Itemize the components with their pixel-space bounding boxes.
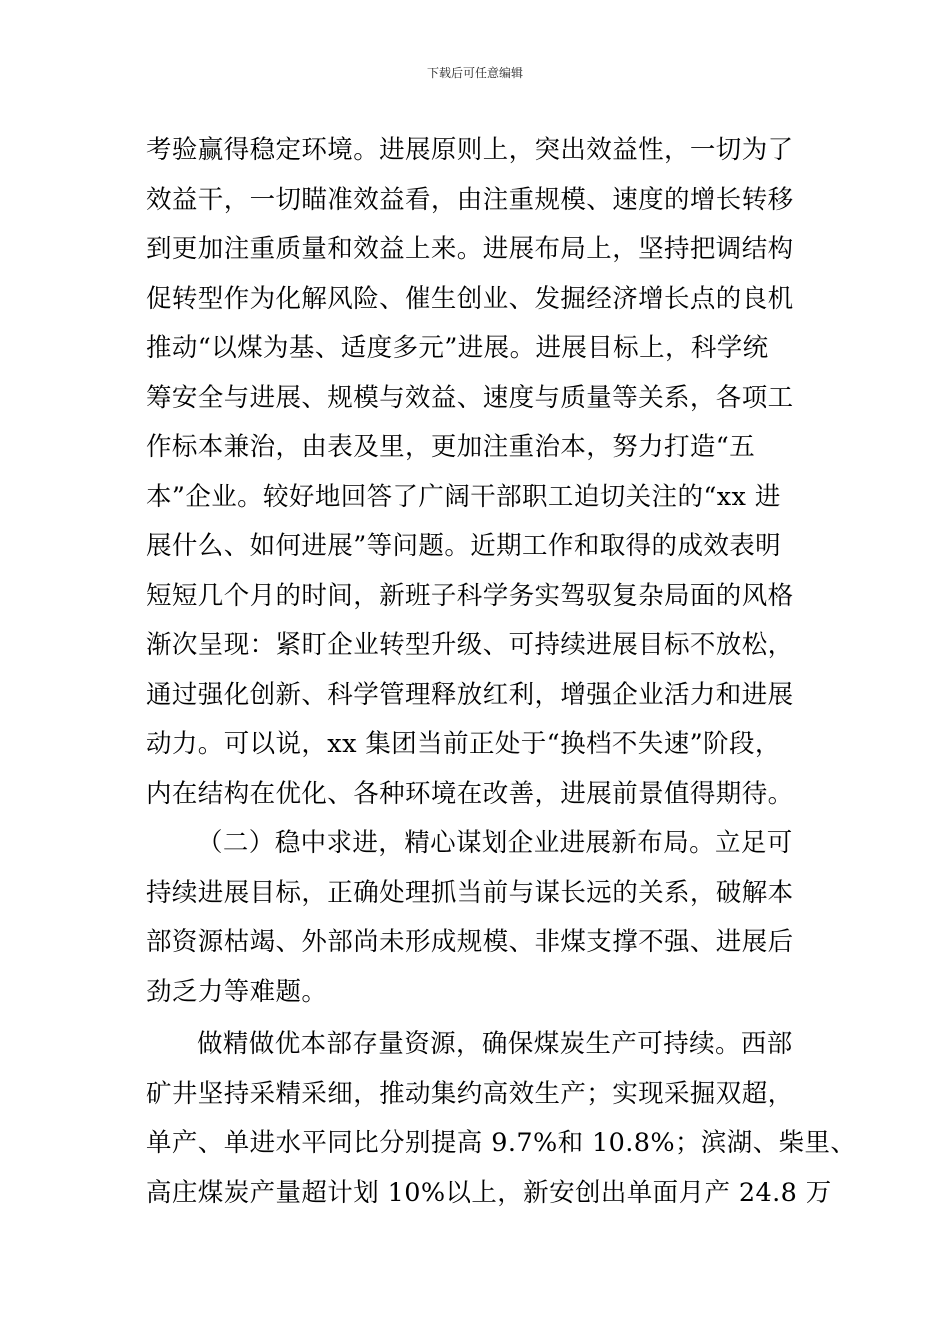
text-line: 考验赢得稳定环境。进展原则上，突出效益性，一切为了 xyxy=(146,135,794,165)
text-line: 渐次呈现：紧盯企业转型升级、可持续进展目标不放松， xyxy=(146,630,794,660)
text-line: 高庄煤炭产量超计划 10%以上，新安创出单面月产 24.8 万 xyxy=(146,1177,832,1208)
text-line: 本”企业。较好地回答了广阔干部职工迫切关注的“xx 进 xyxy=(146,481,781,512)
text-line: 部资源枯竭、外部尚未形成规模、非煤支撑不强、进展后 xyxy=(146,927,794,957)
text-line: 通过强化创新、科学管理释放红利，增强企业活力和进展 xyxy=(146,679,794,710)
text-line: 推动“以煤为基、适度多元”进展。进展目标上，科学统 xyxy=(146,333,769,363)
text-line: 做精做优本部存量资源，确保煤炭生产可持续。西部 xyxy=(197,1029,793,1059)
section-heading-line: （二）稳中求进，精心谋划企业进展新布局。立足可 xyxy=(197,828,793,858)
text-line: 动力。可以说，xx 集团当前正处于“换档不失速”阶段， xyxy=(146,729,781,759)
text-line: 单产、单进水平同比分别提高 9.7%和 10.8%；滨湖、柴里、 xyxy=(146,1128,857,1158)
text-line: 内在结构在优化、各种环境在改善，进展前景值得期待。 xyxy=(146,778,794,809)
text-line: 作标本兼治，由表及里，更加注重治本，努力打造“五 xyxy=(146,432,756,462)
document-body xyxy=(146,126,857,1218)
page-header: 下载后可任意编辑 xyxy=(426,66,523,80)
text-line: 持续进展目标，正确处理抓当前与谋长远的关系，破解本 xyxy=(146,877,794,908)
text-line: 到更加注重质量和效益上来。进展布局上，坚持把调结构 xyxy=(146,234,794,264)
text-line: 矿井坚持采精采细，推动集约高效生产；实现采掘双超， xyxy=(146,1078,794,1109)
text-line: 短短几个月的时间，新班子科学务实驾驭复杂局面的风格 xyxy=(146,580,794,611)
text-line: 展什么、如何进展”等问题。近期工作和取得的成效表明 xyxy=(146,531,782,561)
text-line: 筹安全与进展、规模与效益、速度与质量等关系，各项工 xyxy=(146,382,794,413)
text-line: 促转型作为化解风险、催生创业、发掘经济增长点的良机 xyxy=(146,283,794,314)
text-line: 效益干，一切瞄准效益看，由注重规模、速度的增长转移 xyxy=(146,184,794,215)
text-line: 劲乏力等难题。 xyxy=(146,976,328,1007)
